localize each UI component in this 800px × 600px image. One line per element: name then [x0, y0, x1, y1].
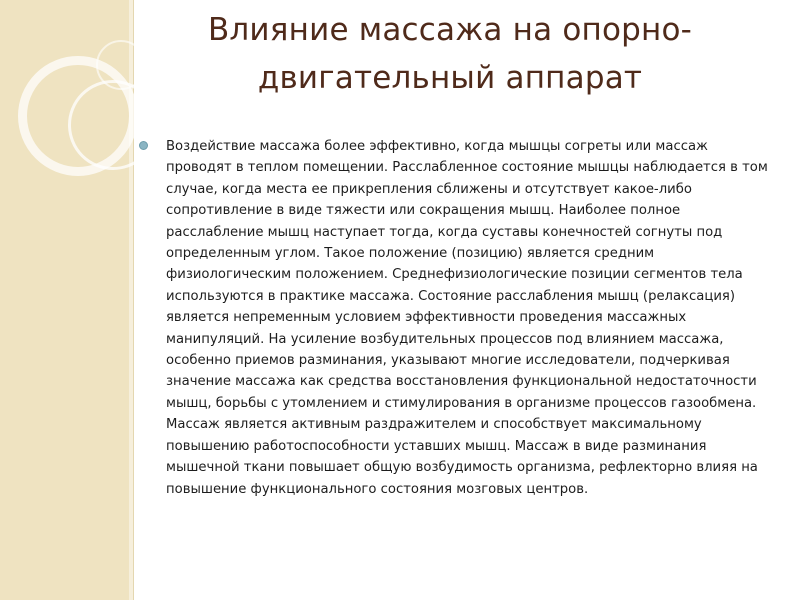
- bullet-text: Воздействие массажа более эффективно, когда мышцы согреты или массаж проводят в теплом помещении. Расслабленное состояние мышцы наблюдается в том случае, когда места ее прикрепления сближены и отсутствует какое-либо сопротивление в виде тяжести или сокращения мышц. Наиболее полное расслабление мышц наступает тогда, когда суставы конечностей согнуты под определенным углом. Такое положение (позицию) является средним физиологическим положением. Среднефизиологические позиции сегментов тела используются в практике массажа. Состояние расслабления мышц (релаксация) является непременным условием эффективности проведения массажных манипуляций. На усиление возбудительных процессов под влиянием массажа, особенно приемов разминания, указывают многие исследователи, подчеркивая значение массажа как средства восстановления функциональной недостаточности мышц, борьбы с утомлением и стимулирования в организме процессов газообмена. Массаж является активным раздражителем и способствует максимальному повышению работоспособности уставших мышц. Массаж в виде разминания мышечной ткани повышает общую возбудимость организма, рефлекторно влияя на повышение функционального состояния мозговых центров.: [166, 139, 768, 497]
- bullet-item: [136, 136, 776, 500]
- slide-title: Влияние массажа на опорно-двигательный аппарат: [207, 12, 693, 96]
- bullet-dot-icon: [139, 141, 148, 150]
- decorative-circle-small: [96, 40, 146, 90]
- slide-content: [136, 136, 776, 500]
